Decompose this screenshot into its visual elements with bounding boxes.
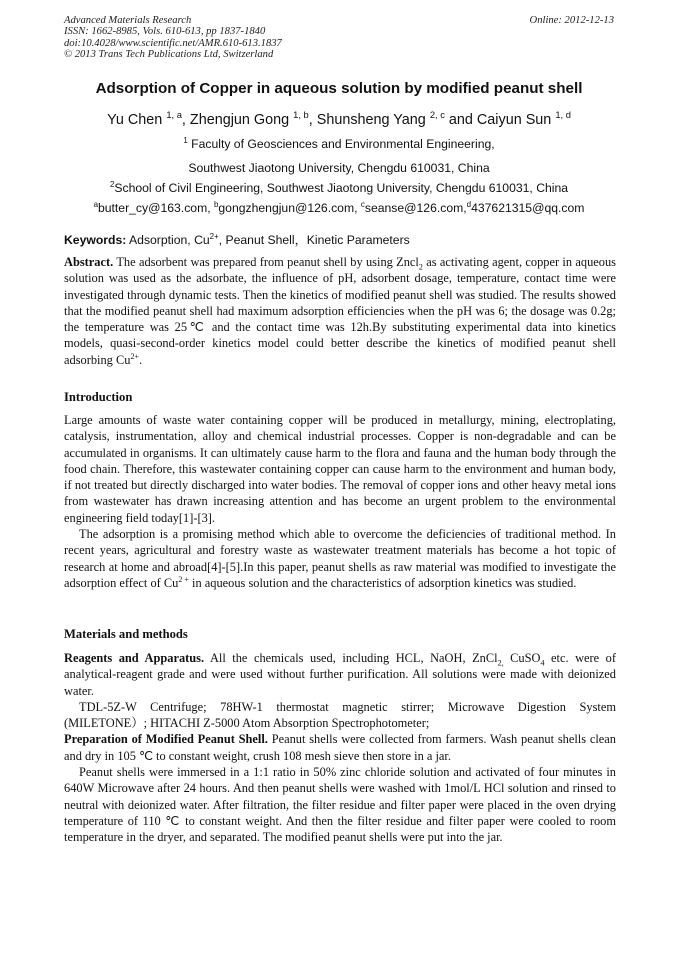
reagents-sub: 2, <box>497 658 504 668</box>
email-address: butter_cy@163.com, <box>97 201 211 215</box>
abstract-text: The adsorbent was prepared from peanut shell by using Zncl <box>116 255 419 269</box>
paper-title: Adsorption of Copper in aqueous solution by modified peanut shell <box>95 80 583 97</box>
reagents-text-3: etc. were of analytical-reagent grade and were used without further purification. All solutions were made with deionized water. <box>64 651 616 698</box>
copyright-line: © 2013 Trans Tech Publications Ltd, Switzerland <box>64 49 274 61</box>
introduction-body <box>64 412 616 591</box>
online-date: Online: 2012-12-13 <box>529 15 614 26</box>
journal-header <box>64 15 614 61</box>
email-mark: b <box>214 199 219 209</box>
intro-paragraph-2 <box>64 526 616 591</box>
preparation-label: Preparation of Modified Peanut Shell. <box>64 732 268 747</box>
intro-p2-text-2: in aqueous solution and the characteristics of adsorption kinetics was studied. <box>188 575 577 590</box>
preparation-text: Peanut shells were collected from farmers. Wash peanut shells clean and dry in 105 ℃ to constant weight, crush 108 mesh sieve then store in a jar. <box>64 732 616 763</box>
reagents-label: Reagents and Apparatus. <box>64 651 205 665</box>
email-address: gongzhengjun@126.com, <box>218 201 358 215</box>
keywords-label: Keywords: <box>64 233 127 247</box>
introduction-heading: Introduction <box>64 390 133 404</box>
methods-heading: Materials and methods <box>64 627 188 641</box>
journal-name: Advanced Materials Research <box>64 15 192 26</box>
intro-p2-sup: 2 + <box>178 574 189 584</box>
affiliation-1-line2: Southwest Jiaotong University, Chengdu 610031, China <box>188 161 490 175</box>
reagents-paragraph <box>64 650 616 699</box>
intro-paragraph-1: Large amounts of waste water containing copper will be produced in metallurgy, mining, electroplating, catalysis, instrumentation, alloy and chemical industrial processes. Copper is non-degradable and can be accumulated in organisms. It can ultimately cause harm to the flora and fauna and the human body through the food chain. Therefore, this wastewater containing copper can cause harm to the environment and human body, if not treated but directly discharged into water bodies. The removal of copper ions and other heavy metal ions from wastewater has drawn increasing attention and has become an urgent problem to the environmental engineering field today[1]-[3]. <box>64 413 616 525</box>
keywords-text-2: , Peanut Shell，Kinetic Parameters <box>218 233 410 247</box>
author-list: Yu Chen $^{1, a}$, Zhengjun Gong $^{1, b}$, Shunsheng Yang $^{2, c}$ and Caiyun Sun $^{1, d}$ <box>107 110 571 128</box>
author-affil-mark: 1, d <box>555 110 571 121</box>
affiliation-text: Faculty of Geosciences and Environmental Engineering, <box>191 137 495 151</box>
affiliation-2 <box>0 181 678 195</box>
affiliation-mark: 2 <box>109 179 115 189</box>
intro-p2-text: The adsorption is a promising method which able to overcome the deficiencies of traditional method. In recent years, agricultural and forestry waste as wastewater treatment materials has become a hot topic of research at home and abroad[4]-[5].In this paper, peanut shells as raw material was modified to investigate the adsorption effect of Cu <box>64 527 616 590</box>
email-address: 437621315@qq.com <box>471 201 585 215</box>
keywords-text: Adsorption, Cu <box>129 233 210 247</box>
reagents-sub-2: 4 <box>540 658 545 668</box>
keywords-line <box>64 231 616 248</box>
author-name: Zhengjun Gong <box>189 112 290 128</box>
issn-line: ISSN: 1662-8985, Vols. 610-613, pp 1837-1840 <box>64 26 266 38</box>
author-name: Caiyun Sun <box>476 112 552 128</box>
author-affil-mark: 2, c <box>429 110 445 121</box>
abstract-text-3: . <box>139 352 143 367</box>
affiliation-mark: 1 <box>183 135 188 145</box>
email-mark: a <box>93 199 98 209</box>
methods-body <box>64 650 616 846</box>
affiliation-text: School of Civil Engineering, Southwest Jiaotong University, Chengdu 610031, China <box>114 181 569 195</box>
abstract-text-2: as activating agent, copper in aqueous solution was used as the adsorbate, the influence of pH, adsorbent dosage, temperature, contact time were investigated through dynamic tests. Then the kinetics of modified peanut shell was studied. The results showed that the modified peanut shell had maximum adsorption efficiencies when the pH was 6; the dosage was 0.2g; the temperature was 25℃ and the contact time was 12h.By substituting experimental data into kinetics models, quasi-second-order kinetics model could better describe the kinetics of modified peanut shell adsorbing Cu <box>64 255 617 367</box>
preparation-paragraph-2: Peanut shells were immersed in a 1:1 ratio in 50% zinc chloride solution and activated of four minutes in 640W Microwave after 24 hours. And then peanut shells were washed with 1mol/L HCl solution and rinsed to neutral with deionized water. After filtration, the filter residue and filter paper were placed in the oven drying temperature of 110 ℃ to constant weight. And then the filter residue and filter paper were cooled to room temperature in the dryer, and separated. The modified peanut shells were put into the jar. <box>64 765 616 845</box>
email-address: seanse@126.com, <box>364 201 467 215</box>
keywords-sup: 2+ <box>209 231 219 241</box>
author-name: Shunsheng Yang <box>316 112 426 128</box>
apparatus-paragraph: TDL-5Z-W Centrifuge; 78HW-1 thermostat magnetic stirrer; Microwave Digestion System (MILETONE）; HITACHI Z-5000 Atom Absorption Spectrophotometer; <box>64 699 616 731</box>
author-name: Yu Chen <box>107 112 163 128</box>
author-affil-mark: 1, b <box>293 110 309 121</box>
affiliation-1 <box>0 137 678 151</box>
author-affil-mark: 1, a <box>166 110 182 121</box>
reagents-text-2: CuSO <box>503 651 541 665</box>
email-list <box>0 201 678 215</box>
abstract <box>64 254 616 368</box>
reagents-text: All the chemicals used, including HCL, NaOH, ZnCl <box>204 651 498 665</box>
abstract-sup: 2+ <box>130 351 139 361</box>
email-mark: d <box>466 199 472 209</box>
doi-line: doi:10.4028/www.scientific.net/AMR.610-613.1837 <box>64 37 282 49</box>
email-mark: c <box>360 199 365 209</box>
abstract-sub: 2 <box>418 262 423 272</box>
abstract-label: Abstract. <box>64 255 114 269</box>
preparation-paragraph <box>64 731 616 764</box>
